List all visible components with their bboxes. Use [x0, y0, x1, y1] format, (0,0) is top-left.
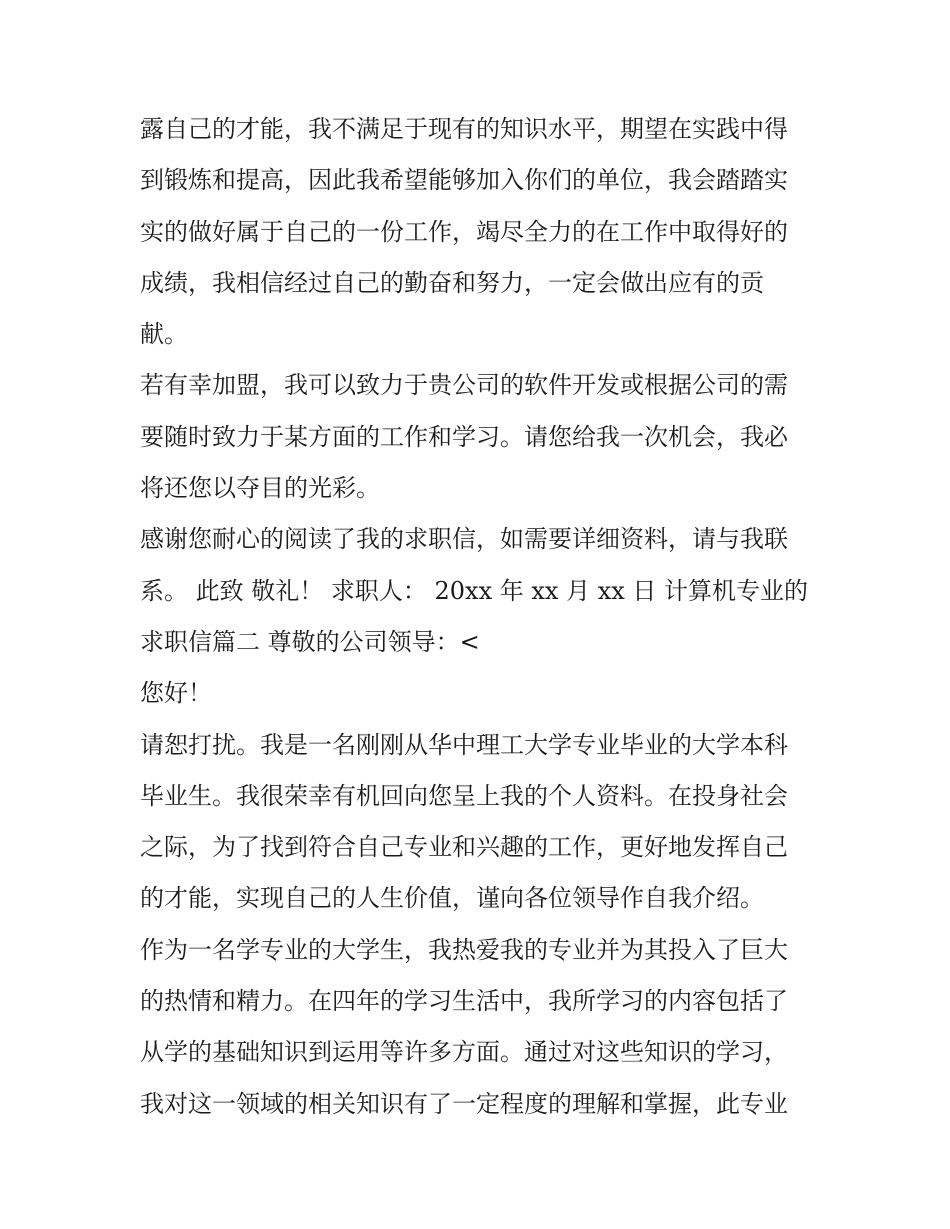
text-line: 若有幸加盟，我可以致力于贵公司的软件开发或根据公司的需	[140, 371, 788, 400]
text-line: 求职信篇二 尊敬的公司领导：<	[140, 627, 480, 656]
text-line: 到锻炼和提高，因此我希望能够加入你们的单位，我会踏踏实	[140, 166, 788, 195]
text-line: 献。	[140, 320, 188, 349]
text-line: 的才能，实现自己的人生价值，谨向各位领导作自我介绍。	[140, 884, 764, 913]
text-line: 的热情和精力。在四年的学习生活中，我所学习的内容包括了	[140, 987, 788, 1016]
text-line: 请恕打扰。我是一名刚刚从华中理工大学专业毕业的大学本科	[140, 730, 788, 759]
text-line: 成绩，我相信经过自己的勤奋和努力，一定会做出应有的贡	[140, 268, 764, 297]
text-line: 从学的基础知识到运用等许多方面。通过对这些知识的学习，	[140, 1038, 788, 1067]
text-line: 作为一名学专业的大学生，我热爱我的专业并为其投入了巨大	[140, 935, 788, 964]
text-line: 感谢您耐心的阅读了我的求职信，如需要详细资料，请与我联	[140, 525, 788, 554]
text-line: 系。 此致 敬礼！ 求职人： 20xx 年 xx 月 xx 日 计算机专业的	[140, 576, 809, 605]
document-body	[140, 104, 820, 1130]
text-line: 露自己的才能，我不满足于现有的知识水平，期望在实践中得	[140, 115, 788, 143]
text-line: 之际，为了找到符合自己专业和兴趣的工作，更好地发挥自己	[140, 833, 788, 862]
text-line: 您好！	[140, 679, 212, 708]
text-line: 毕业生。我很荣幸有机回向您呈上我的个人资料。在投身社会	[140, 781, 788, 810]
text-line: 实的做好属于自己的一份工作，竭尽全力的在工作中取得好的	[140, 217, 788, 246]
text-line: 将还您以夺目的光彩。	[140, 474, 380, 503]
text-line: 我对这一领域的相关知识有了一定程度的理解和掌握，此专业	[140, 1089, 788, 1118]
text-line: 要随时致力于某方面的工作和学习。请您给我一次机会，我必	[140, 422, 788, 451]
